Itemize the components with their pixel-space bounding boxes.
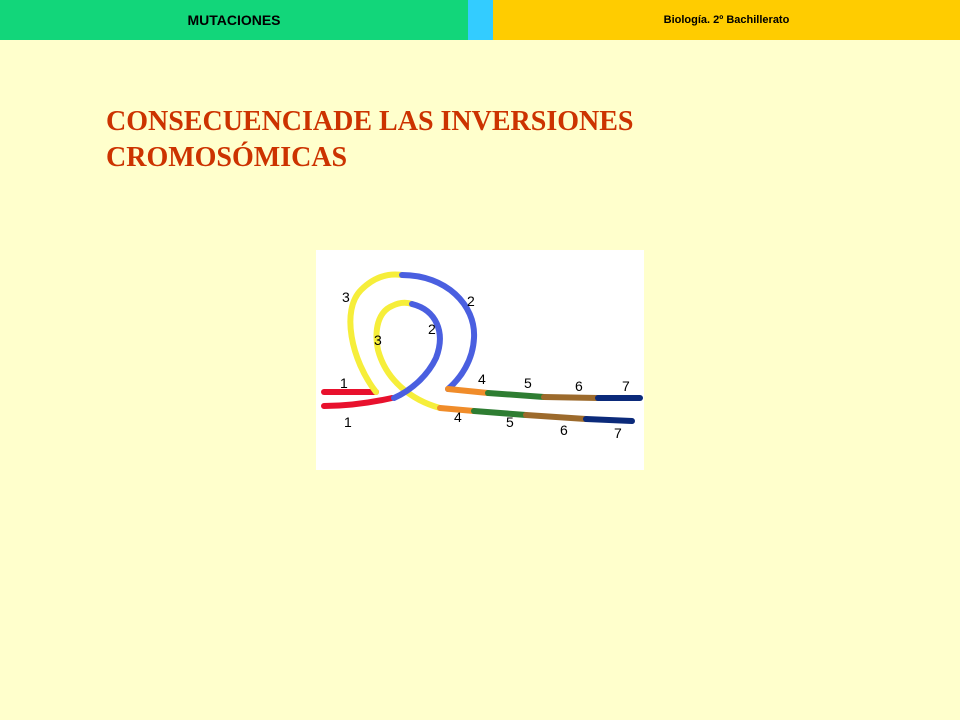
inversion-loop-diagram <box>316 250 644 470</box>
header-divider <box>468 0 493 40</box>
label-inner-3: 3 <box>374 332 382 348</box>
label-top-2: 2 <box>467 293 475 309</box>
label-top-3: 3 <box>342 289 350 305</box>
segment-5-top <box>488 393 544 397</box>
label-bottom-4: 4 <box>454 409 462 425</box>
label-bottom-5: 5 <box>506 414 514 430</box>
label-top-6: 6 <box>575 378 583 394</box>
label-bottom-1: 1 <box>344 414 352 430</box>
slide-title-line1: CONSECUENCIADE LAS INVERSIONES <box>106 106 634 137</box>
header-title-bar <box>0 0 468 40</box>
slide-title-line2: CROMOSÓMICAS <box>106 142 348 173</box>
label-bottom-7: 7 <box>614 425 622 441</box>
slide-title <box>106 104 806 176</box>
segment-7-bottom <box>586 419 632 421</box>
header-course-bar <box>493 0 960 40</box>
segment-4-top <box>448 389 488 393</box>
label-bottom-6: 6 <box>560 422 568 438</box>
inversion-loop-figure <box>316 250 644 470</box>
label-top-5: 5 <box>524 375 532 391</box>
label-inner-2: 2 <box>428 321 436 337</box>
label-top-4: 4 <box>478 371 486 387</box>
label-top-1: 1 <box>340 375 348 391</box>
header-title: MUTACIONES <box>187 12 281 28</box>
segment-5-bottom <box>474 411 526 415</box>
segment-6-top <box>544 397 598 398</box>
label-top-7: 7 <box>622 378 630 394</box>
segment-1-bottom <box>324 398 392 406</box>
segment-6-bottom <box>526 415 586 419</box>
header-course: Biología. 2º Bachillerato <box>663 14 790 26</box>
